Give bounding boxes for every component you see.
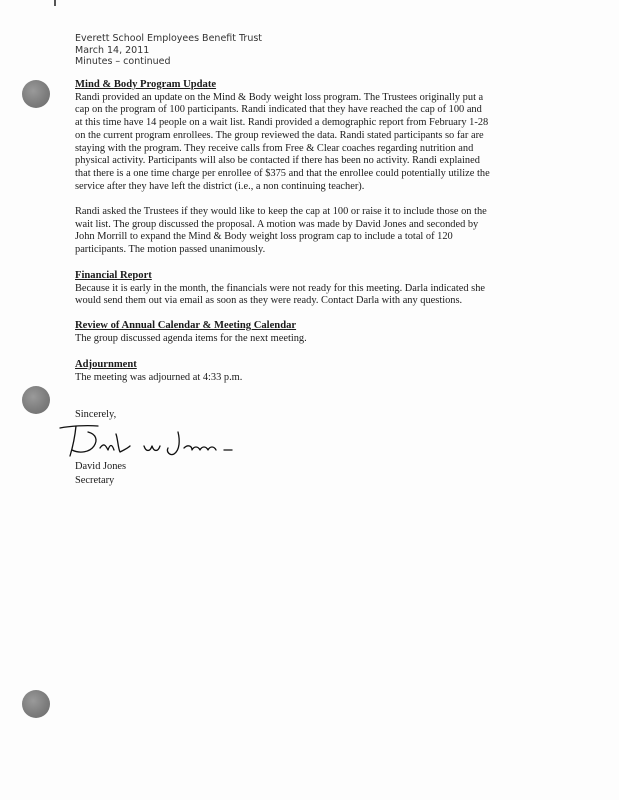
punch-hole [22, 690, 50, 718]
mind-body-section [75, 79, 545, 193]
meeting-date: March 14, 2011 [75, 44, 150, 56]
text-line: that there is a one time charge per enrollee of $375 and that the enrollee could potentially utilize the [75, 167, 490, 179]
text-line: Because it is early in the month, the financials were not ready for this meeting. Darla indicated she [75, 282, 486, 294]
text-line: wait list. The group discussed the proposal. A motion was made by David Jones and seconded by [75, 218, 479, 230]
text-line: at this time have 14 people on a wait list. Randi provided a demographic report from February 1-28 [75, 117, 489, 129]
section-title: Financial Report [75, 270, 152, 281]
handwritten-signature [58, 420, 238, 462]
document-header [75, 33, 262, 68]
paragraph [75, 92, 545, 194]
document-type: Minutes – continued [75, 56, 171, 67]
section-title: Adjournment [75, 359, 137, 370]
text-line: The group discussed agenda items for the next meeting. [75, 332, 307, 344]
signer-name: David Jones [75, 461, 127, 472]
signer-block [75, 460, 126, 487]
signer-role: Secretary [75, 474, 115, 486]
text-line: on the current program enrollees. The group reviewed the data. Randi stated participants so far are [75, 129, 484, 141]
adjournment-section [75, 359, 545, 384]
salutation: Sincerely, [75, 409, 117, 420]
punch-hole [22, 386, 50, 414]
text-line: Randi asked the Trustees if they would like to keep the cap at 100 or raise it to include those on the [75, 206, 487, 217]
text-line: cap on the program of 100 participants. Randi indicated that they have reached the cap of 100 and [75, 104, 482, 116]
text-line: John Morrill to expand the Mind & Body weight loss program cap to include a total of 120 [75, 231, 453, 243]
punch-hole [22, 80, 50, 108]
section-title: Mind & Body Program Update [75, 79, 217, 90]
text-line: The meeting was adjourned at 4:33 p.m. [75, 371, 243, 383]
financial-report-section [75, 270, 545, 308]
scan-artifact [54, 0, 56, 6]
text-line: would send them out via email as soon as they were ready. Contact Darla with any questions. [75, 295, 463, 307]
text-line: service after they have left the district (i.e., a non continuing teacher). [75, 180, 365, 192]
text-line: participants. The motion passed unanimously. [75, 244, 266, 256]
text-line: staying with the program. They receive calls from Free & Clear coaches regarding nutrition and [75, 142, 474, 154]
text-line: Randi provided an update on the Mind & Body weight loss program. The Trustees originally put a [75, 91, 484, 103]
calendar-review-section [75, 320, 545, 345]
mind-body-motion-paragraph [75, 206, 545, 257]
section-title: Review of Annual Calendar & Meeting Calendar [75, 320, 297, 331]
text-line: physical activity. Participants will also be contacted if there has been no activity. Randi explained [75, 155, 480, 167]
organization-name: Everett School Employees Benefit Trust [75, 33, 263, 44]
